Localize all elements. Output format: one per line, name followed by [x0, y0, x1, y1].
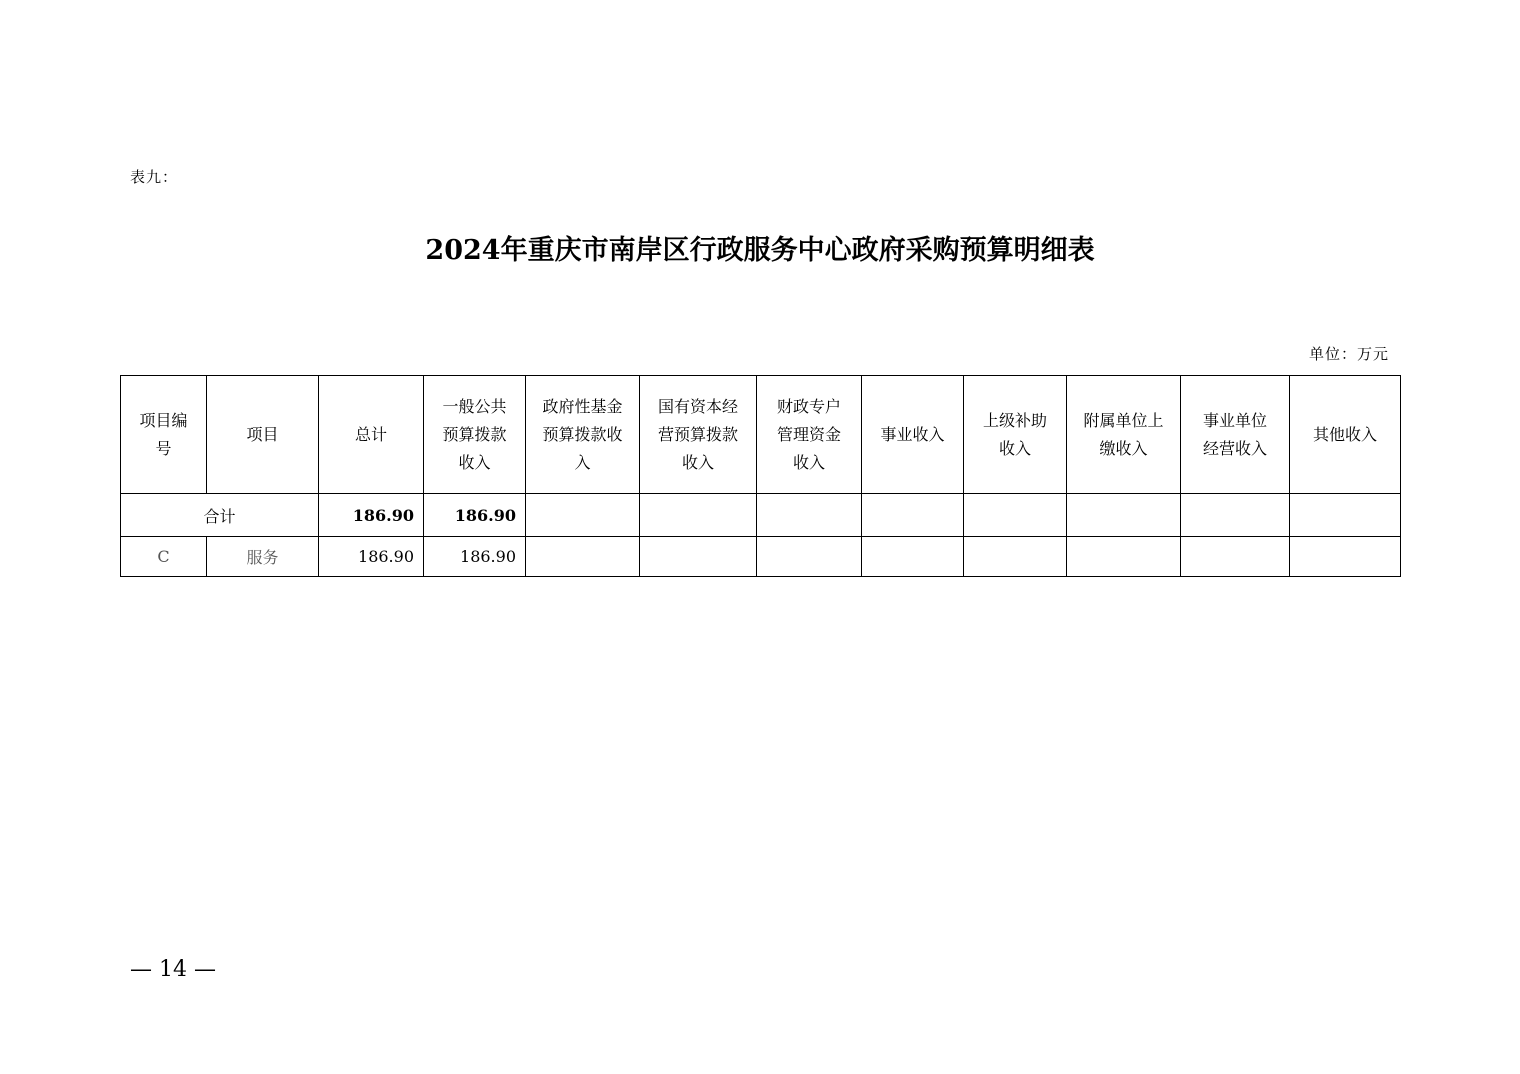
total-cell	[757, 494, 862, 537]
total-cell	[964, 494, 1067, 537]
header-special-account: 财政专户管理资金收入	[757, 376, 862, 494]
header-business-income: 事业收入	[862, 376, 964, 494]
row-cell	[526, 537, 640, 577]
table-header-row	[121, 376, 1401, 494]
row-cell	[1290, 537, 1401, 577]
budget-table	[120, 375, 1401, 577]
total-cell	[1181, 494, 1290, 537]
total-cell: 186.90	[319, 494, 424, 537]
page-number: — 14 —	[130, 957, 216, 982]
header-superior-subsidy: 上级补助收入	[964, 376, 1067, 494]
header-gov-fund: 政府性基金预算拨款收入	[526, 376, 640, 494]
row-code: C	[121, 537, 207, 577]
table-row	[121, 537, 1401, 577]
row-name: 服务	[207, 537, 319, 577]
header-affiliated-units: 附属单位上缴收入	[1067, 376, 1181, 494]
row-cell: 186.90	[424, 537, 526, 577]
header-general-budget: 一般公共预算拨款收入	[424, 376, 526, 494]
total-cell	[1290, 494, 1401, 537]
row-cell	[640, 537, 757, 577]
total-cell: 186.90	[424, 494, 526, 537]
header-operating-income: 事业单位经营收入	[1181, 376, 1290, 494]
table-number-label: 表九：	[130, 168, 179, 186]
total-label: 合计	[121, 494, 319, 537]
total-row	[121, 494, 1401, 537]
unit-label: 单位：万元	[1308, 345, 1389, 363]
total-cell	[1067, 494, 1181, 537]
row-cell	[1067, 537, 1181, 577]
row-cell	[757, 537, 862, 577]
header-state-capital: 国有资本经营预算拨款收入	[640, 376, 757, 494]
total-cell	[862, 494, 964, 537]
total-cell	[640, 494, 757, 537]
row-cell	[1181, 537, 1290, 577]
page-title: 2024年重庆市南岸区行政服务中心政府采购预算明细表	[425, 235, 1095, 266]
total-cell	[526, 494, 640, 537]
header-total: 总计	[319, 376, 424, 494]
row-cell: 186.90	[319, 537, 424, 577]
header-project-code: 项目编号	[121, 376, 207, 494]
header-project: 项目	[207, 376, 319, 494]
row-cell	[964, 537, 1067, 577]
header-other-income: 其他收入	[1290, 376, 1401, 494]
row-cell	[862, 537, 964, 577]
